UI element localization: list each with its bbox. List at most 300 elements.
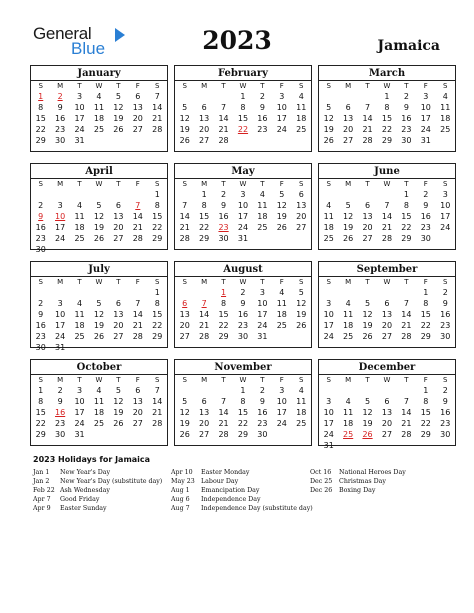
holiday-date: Apr 10 — [171, 469, 193, 476]
holiday-day-cell: 1 — [221, 288, 227, 297]
day-cell: 23 — [257, 419, 268, 428]
day-cell: 24 — [74, 419, 85, 428]
holiday-day-cell: 6 — [182, 299, 188, 308]
empty-cell — [272, 135, 291, 146]
empty-cell — [194, 91, 213, 102]
day-cell: 22 — [35, 419, 46, 428]
day-cell: 31 — [420, 136, 431, 145]
holiday-day-cell: 9 — [38, 212, 44, 221]
day-cell: 1 — [154, 190, 160, 199]
day-cell: 28 — [381, 234, 393, 243]
empty-cell — [70, 244, 89, 255]
month-title: February — [217, 68, 268, 79]
empty-cell — [50, 287, 69, 298]
empty-cell — [358, 189, 377, 200]
holiday-name: Labour Day — [201, 478, 239, 485]
day-cell: 2 — [442, 288, 448, 297]
weekday-header: F — [423, 278, 428, 286]
day-cell: 31 — [74, 430, 85, 439]
empty-cell — [436, 135, 455, 146]
weekday-header: T — [221, 82, 226, 90]
day-cell: 17 — [276, 114, 287, 123]
day-cell: 29 — [381, 136, 393, 145]
day-cell: 5 — [365, 299, 371, 308]
month-title: June — [374, 166, 400, 177]
day-cell: 14 — [132, 310, 143, 319]
month-title: November — [214, 362, 272, 373]
day-cell: 21 — [152, 114, 163, 123]
day-cell: 15 — [381, 114, 393, 123]
day-cell: 27 — [113, 332, 124, 341]
day-cell: 11 — [93, 103, 105, 112]
day-cell: 27 — [199, 430, 210, 439]
weekday-header: F — [279, 278, 284, 286]
empty-cell — [397, 440, 416, 451]
day-cell: 27 — [343, 136, 354, 145]
weekday-header: T — [77, 180, 82, 188]
day-cell: 2 — [423, 190, 429, 199]
weekday-header: S — [38, 82, 43, 90]
day-cell: 11 — [440, 103, 451, 112]
day-cell: 26 — [343, 234, 354, 243]
day-cell: 6 — [384, 299, 390, 308]
day-cell: 1 — [240, 386, 246, 395]
day-cell: 25 — [296, 419, 307, 428]
day-cell: 17 — [323, 321, 334, 330]
empty-cell — [377, 440, 396, 451]
day-cell: 15 — [199, 212, 210, 221]
holiday-name: Emancipation Day — [201, 487, 260, 494]
day-cell: 28 — [218, 430, 229, 439]
day-cell: 9 — [403, 103, 409, 112]
weekday-header: S — [155, 278, 160, 286]
day-cell: 18 — [343, 321, 354, 330]
day-cell: 30 — [35, 343, 46, 352]
empty-cell — [377, 189, 396, 200]
day-cell: 29 — [35, 136, 46, 145]
day-cell: 12 — [362, 310, 373, 319]
day-cell: 17 — [440, 212, 451, 221]
day-cell: 4 — [96, 386, 102, 395]
holiday-name: Independence Day (substitute day) — [201, 505, 313, 512]
day-cell: 3 — [326, 299, 332, 308]
empty-cell — [233, 135, 252, 146]
day-cell: 27 — [296, 223, 307, 232]
empty-cell — [89, 135, 108, 146]
day-cell: 26 — [93, 332, 105, 341]
day-cell: 26 — [113, 419, 124, 428]
logo-text-general: General — [33, 24, 92, 43]
weekday-header: F — [135, 82, 140, 90]
day-cell: 19 — [276, 212, 287, 221]
day-cell: 29 — [420, 332, 431, 341]
empty-cell — [175, 385, 194, 396]
weekday-header: S — [155, 376, 160, 384]
day-cell: 23 — [55, 419, 66, 428]
day-cell: 4 — [345, 299, 351, 308]
day-cell: 2 — [57, 386, 63, 395]
holiday-date: Dec 25 — [310, 478, 333, 485]
day-cell: 30 — [55, 136, 66, 145]
day-cell: 8 — [201, 201, 207, 210]
holiday-day-cell: 22 — [237, 125, 249, 134]
empty-cell — [292, 429, 311, 440]
day-cell: 19 — [93, 223, 105, 232]
day-cell: 5 — [182, 103, 188, 112]
holiday-date: Aug 7 — [171, 505, 190, 512]
weekday-header: F — [279, 376, 284, 384]
day-cell: 30 — [55, 430, 66, 439]
day-cell: 29 — [199, 234, 210, 243]
empty-cell — [31, 189, 50, 200]
day-cell: 25 — [276, 321, 287, 330]
day-cell: 24 — [323, 332, 334, 341]
empty-cell — [292, 331, 311, 342]
empty-cell — [319, 189, 338, 200]
day-cell: 31 — [55, 343, 66, 352]
day-cell: 15 — [237, 408, 249, 417]
day-cell: 27 — [132, 419, 143, 428]
day-cell: 7 — [182, 201, 188, 210]
day-cell: 11 — [276, 299, 287, 308]
day-cell: 18 — [440, 114, 451, 123]
day-cell: 19 — [362, 321, 373, 330]
day-cell: 23 — [35, 332, 46, 341]
weekday-header: S — [38, 180, 43, 188]
day-cell: 20 — [296, 212, 307, 221]
weekday-header: T — [404, 180, 409, 188]
day-cell: 17 — [237, 212, 249, 221]
day-cell: 8 — [423, 299, 429, 308]
day-cell: 18 — [343, 419, 354, 428]
day-cell: 26 — [296, 321, 307, 330]
holiday-name: Boxing Day — [339, 487, 376, 494]
day-cell: 20 — [113, 321, 124, 330]
empty-cell — [109, 429, 128, 440]
empty-cell — [338, 440, 357, 451]
day-cell: 10 — [323, 408, 334, 417]
day-cell: 9 — [57, 397, 63, 406]
holiday-row — [171, 504, 313, 513]
weekday-header: T — [116, 82, 121, 90]
day-cell: 17 — [55, 223, 66, 232]
day-cell: 8 — [221, 299, 227, 308]
day-cell: 11 — [343, 310, 354, 319]
weekday-header: F — [423, 82, 428, 90]
holiday-name: Easter Monday — [201, 469, 250, 476]
day-cell: 17 — [323, 419, 334, 428]
day-cell: 21 — [218, 419, 229, 428]
day-cell: 17 — [420, 114, 431, 123]
day-cell: 12 — [323, 114, 334, 123]
empty-cell — [338, 91, 357, 102]
day-cell: 14 — [218, 408, 229, 417]
empty-cell — [89, 244, 108, 255]
empty-cell — [338, 189, 357, 200]
country-name: Jamaica — [377, 38, 440, 54]
holiday-row — [33, 477, 162, 486]
empty-cell — [272, 233, 291, 244]
empty-cell — [109, 342, 128, 353]
day-cell: 3 — [442, 190, 448, 199]
weekday-header: S — [299, 278, 304, 286]
day-cell: 19 — [113, 408, 124, 417]
empty-cell — [89, 429, 108, 440]
holiday-row — [171, 486, 313, 495]
day-cell: 8 — [423, 397, 429, 406]
day-cell: 16 — [440, 408, 451, 417]
month-december — [318, 359, 456, 450]
day-cell: 24 — [55, 234, 66, 243]
day-cell: 14 — [381, 212, 393, 221]
weekday-header: W — [239, 376, 247, 384]
day-cell: 24 — [55, 332, 66, 341]
empty-cell — [128, 342, 147, 353]
day-cell: 7 — [384, 201, 390, 210]
day-cell: 7 — [365, 103, 371, 112]
weekday-header: M — [57, 278, 64, 286]
day-cell: 23 — [35, 234, 46, 243]
weekday-header: W — [239, 82, 247, 90]
month-september — [318, 261, 456, 348]
day-cell: 6 — [201, 103, 207, 112]
weekday-header: S — [326, 376, 331, 384]
day-cell: 21 — [199, 321, 210, 330]
day-cell: 16 — [35, 321, 46, 330]
day-cell: 16 — [237, 310, 249, 319]
day-cell: 28 — [179, 234, 190, 243]
empty-cell — [89, 189, 108, 200]
day-cell: 29 — [152, 234, 163, 243]
day-cell: 21 — [401, 419, 412, 428]
day-cell: 12 — [113, 397, 124, 406]
day-cell: 8 — [240, 397, 246, 406]
empty-cell — [31, 287, 50, 298]
weekday-header: S — [182, 278, 187, 286]
day-cell: 2 — [259, 386, 265, 395]
day-cell: 14 — [152, 397, 163, 406]
day-cell: 9 — [423, 201, 429, 210]
day-cell: 21 — [218, 125, 229, 134]
month-title: May — [231, 166, 255, 177]
empty-cell — [128, 244, 147, 255]
day-cell: 7 — [135, 299, 141, 308]
day-cell: 4 — [298, 92, 304, 101]
day-cell: 6 — [365, 201, 371, 210]
empty-cell — [358, 385, 377, 396]
holiday-date: Dec 26 — [310, 487, 333, 494]
day-cell: 26 — [93, 234, 105, 243]
weekday-header: W — [95, 376, 103, 384]
day-cell: 27 — [113, 234, 124, 243]
day-cell: 15 — [152, 310, 163, 319]
month-november — [174, 359, 312, 446]
day-cell: 3 — [240, 190, 246, 199]
weekday-header: W — [95, 82, 103, 90]
weekday-header: M — [57, 82, 64, 90]
day-cell: 28 — [152, 125, 163, 134]
weekday-header: T — [260, 180, 265, 188]
day-cell: 4 — [345, 397, 351, 406]
day-cell: 5 — [345, 201, 351, 210]
day-cell: 4 — [96, 92, 102, 101]
day-cell: 13 — [296, 201, 307, 210]
weekday-header: M — [57, 180, 64, 188]
day-cell: 23 — [401, 125, 412, 134]
day-cell: 1 — [240, 92, 246, 101]
day-cell: 19 — [179, 419, 190, 428]
day-cell: 27 — [362, 234, 373, 243]
day-cell: 3 — [57, 201, 63, 210]
day-cell: 28 — [132, 234, 143, 243]
day-cell: 13 — [343, 114, 354, 123]
day-cell: 4 — [77, 299, 83, 308]
empty-cell — [194, 287, 213, 298]
day-cell: 12 — [179, 408, 190, 417]
month-may — [174, 163, 312, 250]
day-cell: 15 — [237, 114, 249, 123]
day-cell: 13 — [381, 408, 393, 417]
day-cell: 23 — [257, 125, 268, 134]
month-january — [30, 65, 168, 152]
empty-cell — [175, 91, 194, 102]
weekday-header: T — [260, 376, 265, 384]
holiday-row — [33, 504, 162, 513]
weekday-header: S — [443, 278, 448, 286]
weekday-header: M — [345, 376, 352, 384]
day-cell: 18 — [93, 408, 105, 417]
day-cell: 21 — [179, 223, 190, 232]
holiday-name: New Year's Day (substitute day) — [60, 478, 163, 485]
holiday-date: Aug 6 — [171, 496, 190, 503]
weekday-header: T — [221, 376, 226, 384]
empty-cell — [194, 385, 213, 396]
day-cell: 18 — [323, 223, 334, 232]
day-cell: 10 — [55, 310, 66, 319]
day-cell: 17 — [257, 310, 268, 319]
holiday-row — [33, 495, 162, 504]
month-title: January — [77, 68, 121, 79]
holiday-name: Ash Wednesday — [60, 487, 110, 494]
day-cell: 19 — [323, 125, 334, 134]
day-cell: 1 — [384, 92, 390, 101]
day-cell: 21 — [381, 223, 393, 232]
weekday-header: S — [38, 278, 43, 286]
weekday-header: S — [182, 376, 187, 384]
day-cell: 27 — [132, 125, 143, 134]
holiday-name: Easter Sunday — [60, 505, 107, 512]
day-cell: 28 — [218, 136, 229, 145]
holiday-column — [310, 468, 406, 495]
day-cell: 20 — [343, 125, 354, 134]
day-cell: 14 — [401, 310, 412, 319]
weekday-header: F — [135, 278, 140, 286]
weekday-header: S — [443, 82, 448, 90]
day-cell: 9 — [259, 103, 265, 112]
day-cell: 6 — [384, 397, 390, 406]
month-title: December — [358, 362, 416, 373]
day-cell: 10 — [74, 397, 85, 406]
day-cell: 19 — [113, 114, 124, 123]
day-cell: 12 — [93, 212, 105, 221]
day-cell: 5 — [96, 299, 102, 308]
day-cell: 16 — [440, 310, 451, 319]
holiday-date: Jan 2 — [33, 478, 50, 485]
day-cell: 28 — [199, 332, 210, 341]
day-cell: 29 — [152, 332, 163, 341]
weekday-header: T — [365, 180, 370, 188]
day-cell: 13 — [179, 310, 190, 319]
day-cell: 12 — [113, 103, 124, 112]
day-cell: 4 — [77, 201, 83, 210]
day-cell: 9 — [442, 397, 448, 406]
weekday-header: S — [155, 82, 160, 90]
weekday-header: S — [326, 180, 331, 188]
day-cell: 7 — [154, 92, 160, 101]
day-cell: 26 — [276, 223, 287, 232]
day-cell: 9 — [240, 299, 246, 308]
weekday-header: F — [423, 376, 428, 384]
empty-cell — [377, 385, 396, 396]
day-cell: 2 — [38, 299, 44, 308]
empty-cell — [109, 189, 128, 200]
day-cell: 14 — [179, 212, 190, 221]
holiday-day-cell: 7 — [135, 201, 141, 210]
day-cell: 18 — [74, 223, 85, 232]
day-cell: 23 — [237, 321, 249, 330]
day-cell: 11 — [93, 397, 105, 406]
day-cell: 18 — [74, 321, 85, 330]
holiday-name: Christmas Day — [339, 478, 386, 485]
day-cell: 7 — [403, 397, 409, 406]
day-cell: 8 — [403, 201, 409, 210]
month-june — [318, 163, 456, 250]
empty-cell — [175, 189, 194, 200]
empty-cell — [50, 244, 69, 255]
day-cell: 17 — [74, 114, 85, 123]
weekday-header: T — [116, 180, 121, 188]
day-cell: 13 — [113, 310, 124, 319]
holiday-name: Good Friday — [60, 496, 100, 503]
day-cell: 11 — [296, 103, 307, 112]
day-cell: 23 — [55, 125, 66, 134]
day-cell: 13 — [362, 212, 373, 221]
calendar-year: 2023 — [202, 26, 272, 55]
day-cell: 3 — [77, 386, 83, 395]
day-cell: 24 — [440, 223, 451, 232]
day-cell: 3 — [279, 386, 285, 395]
weekday-header: M — [201, 376, 208, 384]
day-cell: 6 — [298, 190, 304, 199]
day-cell: 22 — [218, 321, 229, 330]
day-cell: 10 — [74, 103, 85, 112]
day-cell: 25 — [343, 332, 354, 341]
day-cell: 22 — [381, 125, 393, 134]
month-title: March — [368, 68, 406, 79]
holiday-row — [171, 477, 313, 486]
month-october — [30, 359, 168, 446]
weekday-header: T — [365, 278, 370, 286]
day-cell: 4 — [298, 386, 304, 395]
day-cell: 8 — [38, 103, 44, 112]
day-cell: 30 — [440, 332, 451, 341]
weekday-header: W — [95, 180, 103, 188]
day-cell: 24 — [257, 321, 268, 330]
holiday-day-cell: 7 — [201, 299, 207, 308]
day-cell: 15 — [35, 114, 46, 123]
day-cell: 23 — [420, 223, 431, 232]
holiday-date: Jan 1 — [33, 469, 50, 476]
